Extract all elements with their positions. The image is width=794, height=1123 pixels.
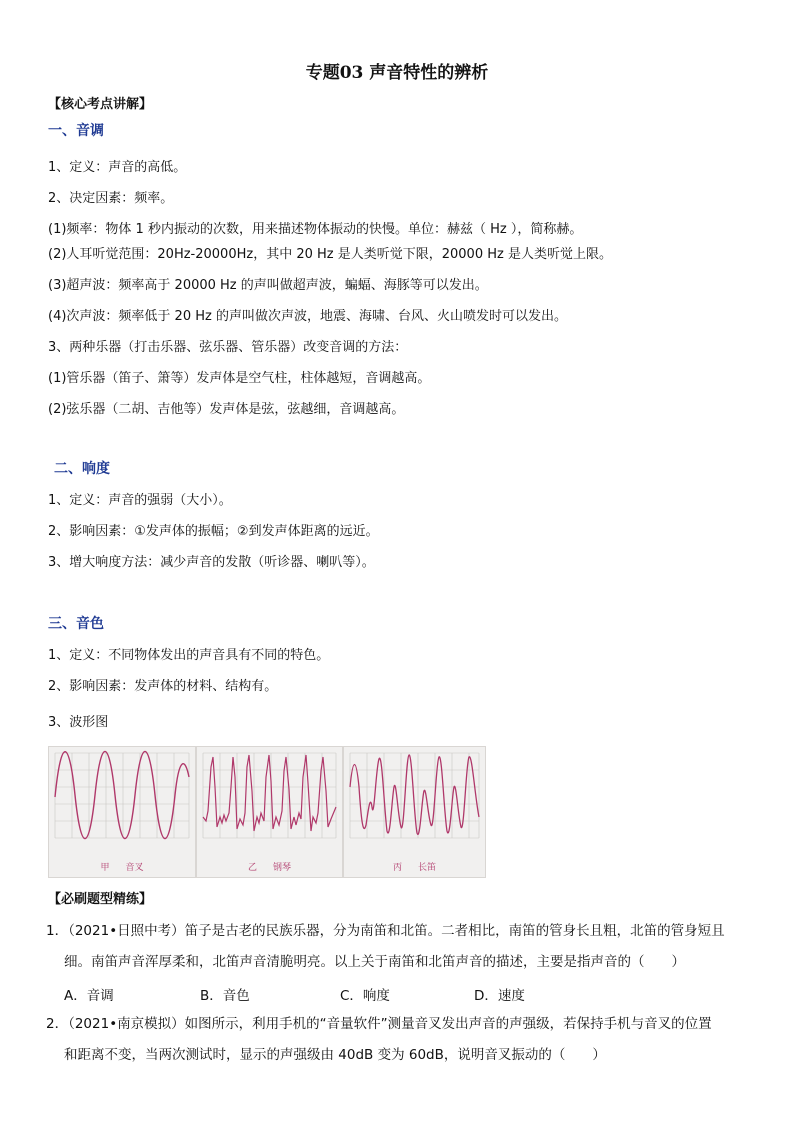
question-2-line-1: 2．（2021•南京模拟）如图所示，利用手机的“音量软件”测量音叉发出声音的声强级，若保持手机与音叉的位置 xyxy=(46,1016,712,1032)
waveform-flute xyxy=(344,747,485,857)
question-1-option-d[interactable]: D．速度 xyxy=(474,988,525,1004)
loudness-line-1: 1、定义：声音的强弱（大小）。 xyxy=(48,493,232,508)
loudness-line-3: 3、增大响度方法：减少声音的发散（听诊器、喇叭等）。 xyxy=(48,555,375,570)
section-pitch-heading: 一、音调 xyxy=(48,123,104,139)
pitch-line-4: (2)人耳听觉范围：20Hz-20000Hz，其中 20 Hz 是人类听觉下限，20000 Hz 是人类听觉上限。 xyxy=(48,247,612,262)
question-1-line-1: 1．（2021•日照中考）笛子是古老的民族乐器，分为南笛和北笛。二者相比，南笛的管身长且粗，北笛的管身短且 xyxy=(46,923,725,939)
loudness-line-2: 2、影响因素：①发声体的振幅；②到发声体距离的远近。 xyxy=(48,524,379,539)
pitch-line-5: (3)超声波：频率高于 20000 Hz 的声叫做超声波，蝙蝠、海豚等可以发出。 xyxy=(48,278,488,293)
pitch-line-1: 1、定义：声音的高低。 xyxy=(48,160,187,175)
question-1-line-2: 细。南笛声音浑厚柔和，北笛声音清脆明亮。以上关于南笛和北笛声音的描述，主要是指声音的（ ） xyxy=(64,954,685,970)
waveform-caption-tuning-fork: 甲 音叉 xyxy=(100,863,144,873)
waveform-piano xyxy=(197,747,342,857)
pitch-line-3: (1)频率：物体 1 秒内振动的次数，用来描述物体振动的快慢。单位：赫兹（ Hz ），简称赫。 xyxy=(48,222,583,237)
timbre-line-1: 1、定义：不同物体发出的声音具有不同的特色。 xyxy=(48,648,330,663)
waveform-panel-flute xyxy=(343,746,486,878)
waveform-caption-piano: 乙 钢琴 xyxy=(247,863,292,873)
waveform-panel-piano xyxy=(196,746,343,878)
waveform-tuning-fork xyxy=(49,747,195,857)
question-2-line-2: 和距离不变，当两次测试时，显示的声强级由 40dB 变为 60dB，说明音叉振动的（ ） xyxy=(64,1047,606,1063)
core-points-header: 【核心考点讲解】 xyxy=(48,97,153,112)
question-1-option-b[interactable]: B．音色 xyxy=(200,988,250,1004)
question-1-option-c[interactable]: C．响度 xyxy=(340,988,390,1004)
practice-header: 【必刷题型精练】 xyxy=(48,892,153,907)
section-timbre-heading: 三、音色 xyxy=(48,616,104,632)
pitch-line-7: 3、两种乐器（打击乐器、弦乐器、管乐器）改变音调的方法： xyxy=(48,340,408,355)
timbre-line-2: 2、影响因素：发声体的材料、结构有。 xyxy=(48,679,278,694)
pitch-line-8: (1)管乐器（笛子、箫等）发声体是空气柱，柱体越短，音调越高。 xyxy=(48,371,431,386)
timbre-line-3: 3、波形图 xyxy=(48,715,109,730)
pitch-line-9: (2)弦乐器（二胡、吉他等）发声体是弦，弦越细，音调越高。 xyxy=(48,402,405,417)
waveform-panel-tuning-fork xyxy=(48,746,196,878)
question-1-option-a[interactable]: A．音调 xyxy=(64,988,114,1004)
page-title: 专题03 声音特性的辨析 xyxy=(305,63,489,83)
pitch-line-6: (4)次声波：频率低于 20 Hz 的声叫做次声波，地震、海啸、台风、火山喷发时可以发出。 xyxy=(48,309,567,324)
pitch-line-2: 2、决定因素：频率。 xyxy=(48,191,174,206)
section-loudness-heading: 二、响度 xyxy=(54,461,110,477)
waveform-caption-flute: 丙 长笛 xyxy=(392,863,437,873)
